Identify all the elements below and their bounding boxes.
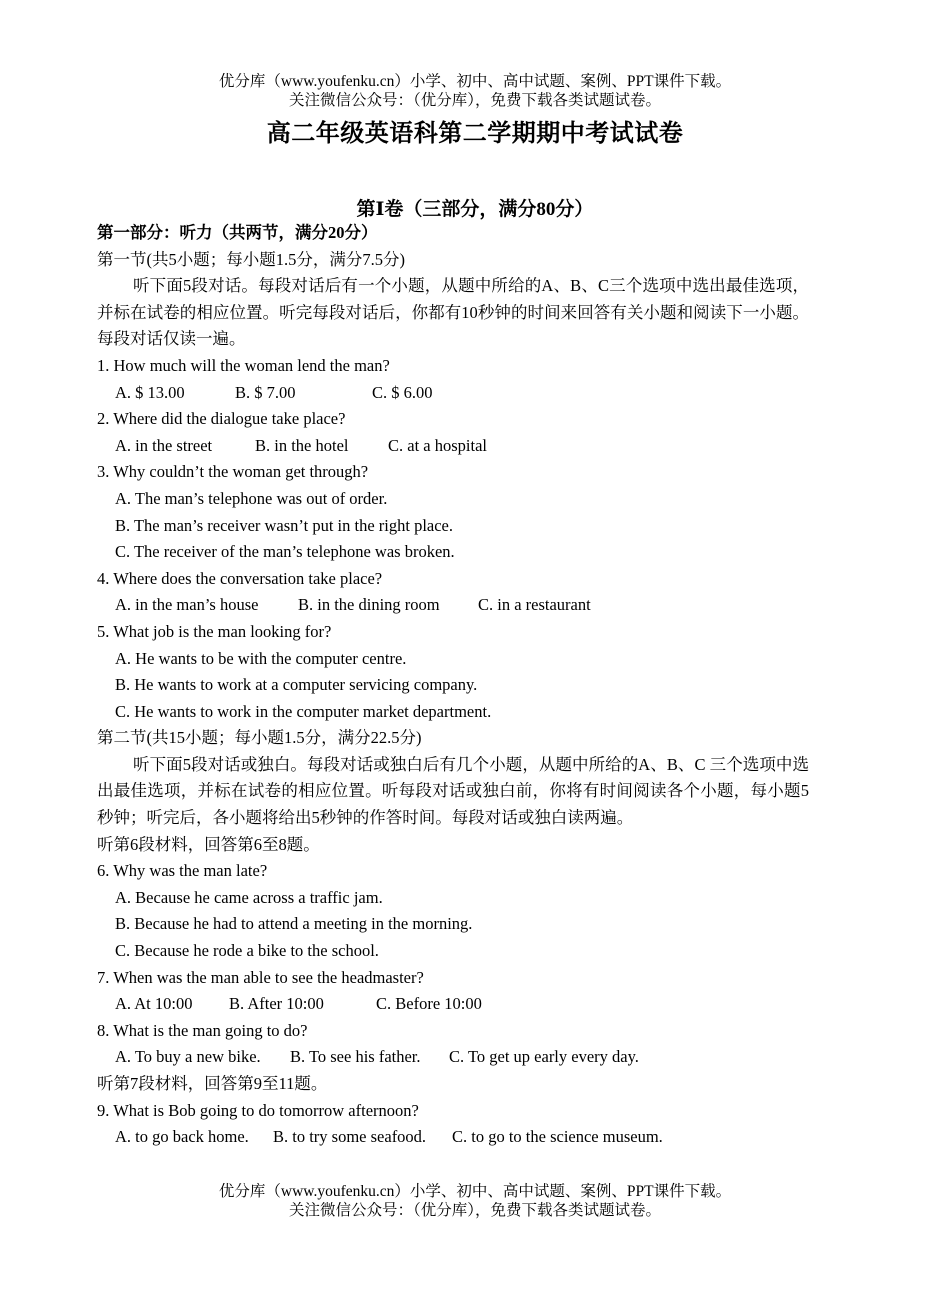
q4-option-a: A. in the man’s house	[115, 595, 259, 615]
q9-option-c: C. to go to the science museum.	[452, 1127, 663, 1147]
header-line-1: 优分库（www.youfenku.cn）小学、初中、高中试题、案例、PPT课件下载。	[218, 73, 732, 90]
q8-option-c: C. To get up early every day.	[449, 1047, 639, 1067]
q4-option-b: B. in the dining room	[298, 595, 440, 615]
q7-option-b: B. After 10:00	[229, 994, 324, 1014]
question-6: 6. Why was the man late?	[97, 861, 268, 881]
question-5: 5. What job is the man looking for?	[97, 621, 332, 641]
question-8: 8. What is the man going to do?	[97, 1020, 308, 1040]
q7-option-a: A. At 10:00	[115, 994, 193, 1014]
material-6-note: 听第6段材料，回答第6至8题。	[97, 834, 320, 854]
question-9: 9. What is Bob going to do tomorrow afternoon?	[97, 1100, 419, 1120]
material-7-note: 听第7段材料，回答第9至11题。	[97, 1074, 328, 1093]
q1-option-a: A. $ 13.00	[115, 382, 185, 402]
q3-option-a: A. The man’s telephone was out of order.	[115, 488, 388, 508]
q3-option-b: B. The man’s receiver wasn’t put in the right place.	[115, 515, 454, 535]
q5-option-b: B. He wants to work at a computer servicing company.	[115, 675, 478, 695]
q9-option-a: A. to go back home.	[115, 1127, 249, 1147]
q5-option-c: C. He wants to work in the computer market department.	[115, 701, 492, 721]
q8-option-b: B. To see his father.	[290, 1047, 421, 1067]
footer-line-2: 关注微信公众号：（优分库），免费下载各类试题试卷。	[288, 1202, 661, 1219]
q6-option-a: A. Because he came across a traffic jam.	[115, 887, 383, 907]
question-2-options	[97, 433, 809, 460]
question-1: 1. How much will the woman lend the man?	[97, 355, 390, 375]
page-footer	[0, 1182, 950, 1220]
question-3: 3. Why couldn’t the woman get through?	[97, 462, 369, 482]
question-9-options	[97, 1124, 809, 1151]
section2-heading: 第二节(共15小题；每小题1.5分，满分22.5分)	[97, 728, 422, 748]
question-1-options	[97, 380, 809, 407]
q6-option-b: B. Because he had to attend a meeting in the morning.	[115, 914, 473, 934]
question-8-options	[97, 1044, 809, 1071]
section2-instructions: 听下面5段对话或独白。每段对话或独白后有几个小题，从题中所给的A、B、C 三个选项中选出最佳选项，并标在试卷的相应位置。听每段对话或独白前，你将有时间阅读各个小题，每小题5秒钟；听完后，各小题将给出5秒钟的作答时间。每段对话或独白读两遍。	[97, 754, 809, 828]
question-4: 4. Where does the conversation take place?	[97, 568, 383, 588]
question-2: 2. Where did the dialogue take place?	[97, 409, 346, 429]
header-line-2: 关注微信公众号：（优分库），免费下载各类试题试卷。	[288, 92, 661, 109]
q6-option-c: C. Because he rode a bike to the school.	[115, 941, 379, 961]
footer-line-1: 优分库（www.youfenku.cn）小学、初中、高中试题、案例、PPT课件下载。	[218, 1183, 732, 1200]
page-header	[0, 72, 950, 110]
question-7-options	[97, 991, 809, 1018]
q5-option-a: A. He wants to be with the computer centre.	[115, 648, 407, 668]
q2-option-c: C. at a hospital	[388, 435, 487, 455]
exam-body	[97, 220, 809, 1151]
q8-option-a: A. To buy a new bike.	[115, 1047, 261, 1067]
exam-title: 高二年级英语科第二学期期中考试试卷	[266, 121, 684, 147]
q4-option-c: C. in a restaurant	[478, 595, 591, 615]
section1-instructions: 听下面5段对话。每段对话后有一个小题，从题中所给的A、B、C三个选项中选出最佳选项，并标在试卷的相应位置。听完每段对话后，你都有10秒钟的时间来回答有关小题和阅读下一小题。每段对话仅读一遍。	[97, 276, 809, 349]
part1-heading: 第一部分：听力（共两节，满分20分）	[97, 223, 378, 242]
volume-heading: 第Ⅰ卷（三部分，满分80分）	[356, 199, 594, 220]
q2-option-b: B. in the hotel	[255, 435, 349, 455]
q7-option-c: C. Before 10:00	[376, 994, 482, 1014]
question-7: 7. When was the man able to see the headmaster?	[97, 967, 424, 987]
q1-option-b: B. $ 7.00	[235, 382, 296, 402]
q3-option-c: C. The receiver of the man’s telephone was broken.	[115, 542, 455, 562]
q1-option-c: C. $ 6.00	[372, 382, 433, 402]
section1-heading: 第一节(共5小题；每小题1.5分，满分7.5分)	[97, 249, 405, 269]
q2-option-a: A. in the street	[115, 435, 213, 455]
q9-option-b: B. to try some seafood.	[273, 1127, 427, 1147]
question-4-options	[97, 592, 809, 619]
